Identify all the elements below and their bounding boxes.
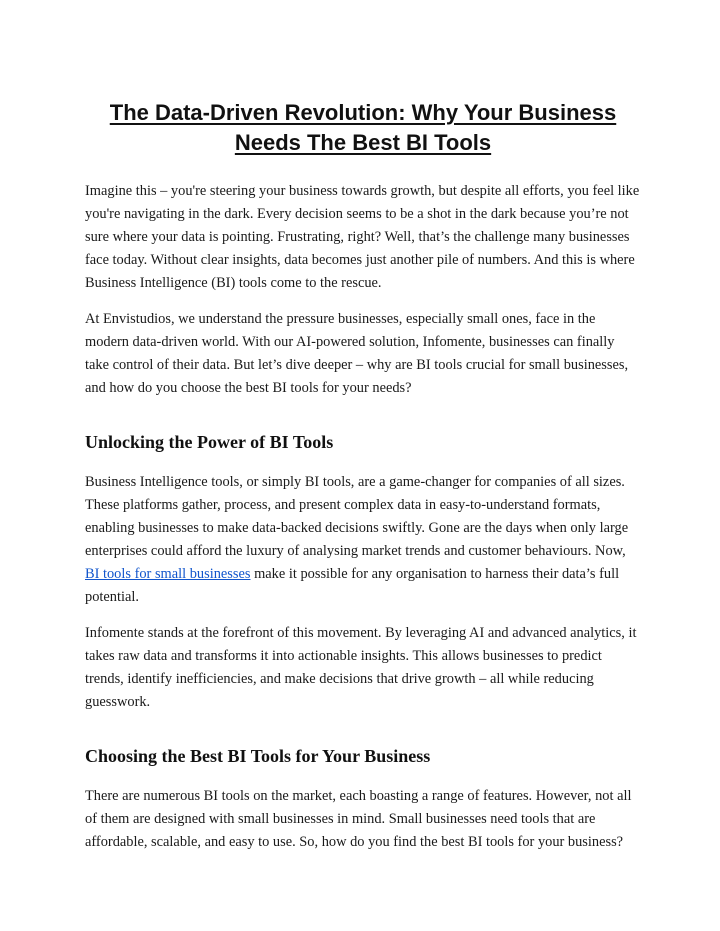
section1-paragraph-1-text-before: Business Intelligence tools, or simply BI tools, are a game-changer for companies of all sizes. These platforms gather, process, and present complex data in easy-to-understand formats, enabling businesses to make data-backed decisions swiftly. Gone are the days when only large enterprises could afford the luxury of analysing market trends and customer behaviours. Now, — [85, 474, 629, 559]
bi-tools-small-business-link[interactable]: BI tools for small businesses — [85, 566, 251, 582]
section1-paragraph-2: Infomente stands at the forefront of this movement. By leveraging AI and advanced analytics, it takes raw data and transforms it into actionable insights. This allows businesses to predict trends, identify inefficiencies, and make decisions that drive growth – all while reducing guesswork. — [85, 625, 637, 710]
section1-paragraph-1 — [85, 471, 641, 609]
section-heading-choosing: Choosing the Best BI Tools for Your Business — [85, 746, 431, 766]
section2-paragraph-1: There are numerous BI tools on the market, each boasting a range of features. However, not all of them are designed with small businesses in mind. Small businesses need tools that are affordable, scalable, and easy to use. So, how do you find the best BI tools for your business? — [85, 788, 632, 850]
document-title: The Data-Driven Revolution: Why Your Business Needs The Best BI Tools — [109, 100, 617, 155]
section-heading-unlocking: Unlocking the Power of BI Tools — [85, 432, 334, 452]
intro-paragraph-1: Imagine this – you're steering your business towards growth, but despite all efforts, you feel like you're navigating in the dark. Every decision seems to be a shot in the dark because you’re not sure where your data is pointing. Frustrating, right? Well, that’s the challenge many businesses face today. Without clear insights, data becomes just another pile of numbers. And this is where Business Intelligence (BI) tools come to the rescue. — [85, 183, 640, 291]
document-page — [85, 98, 641, 867]
section1-paragraph-1-text-after: make it possible for any organisation to harness their data’s full potential. — [85, 566, 620, 605]
intro-paragraph-2: At Envistudios, we understand the pressure businesses, especially small ones, face in the modern data-driven world. With our AI-powered solution, Infomente, businesses can finally take control of their data. But let’s dive deeper – why are BI tools crucial for small businesses, and how do you choose the best BI tools for your needs? — [85, 311, 629, 396]
